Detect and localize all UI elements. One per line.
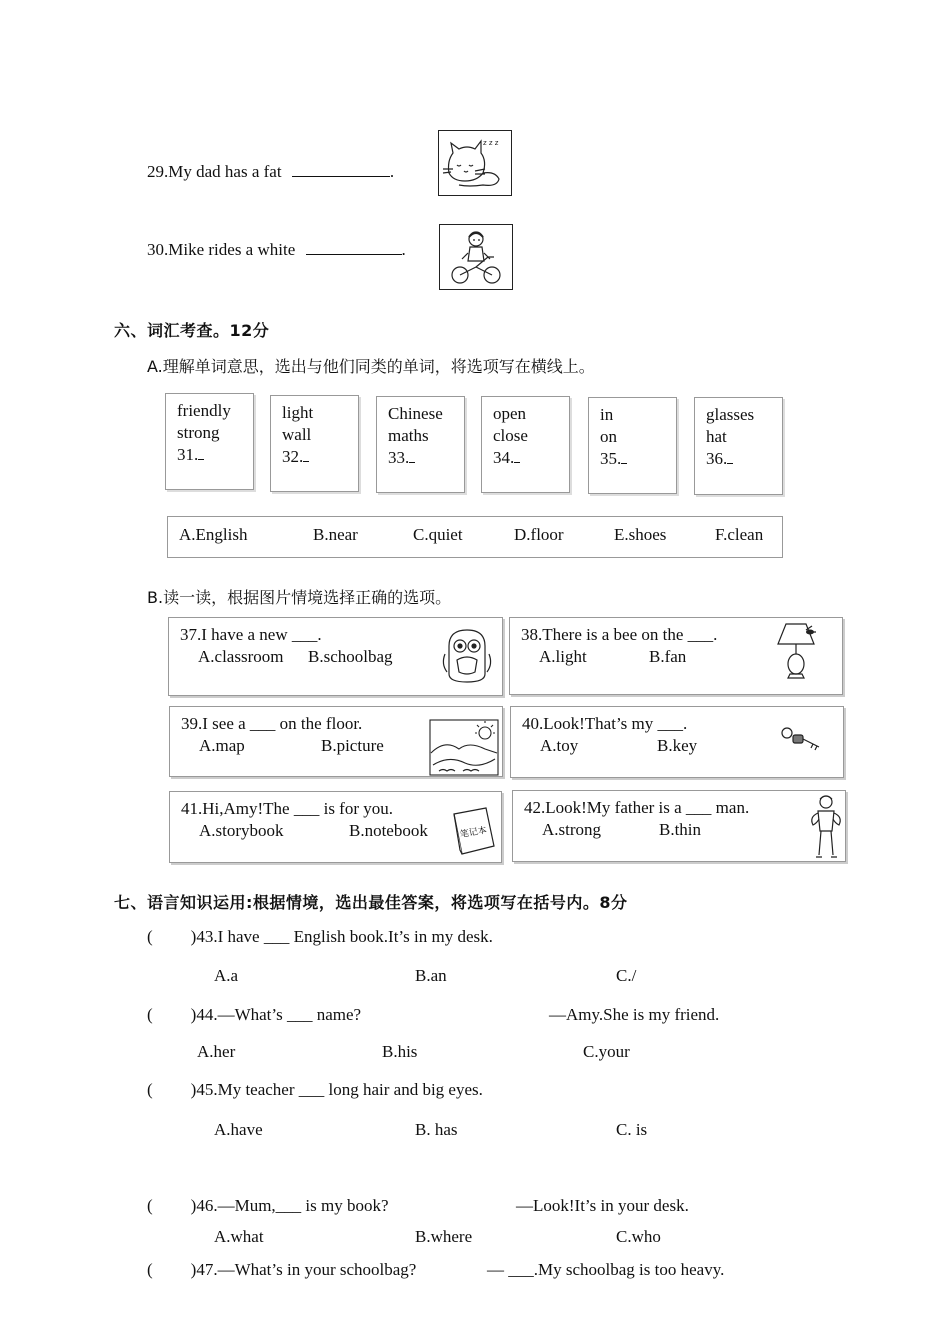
question-card-38: 38.There is a bee on the ___. A.light B.fan [509, 617, 843, 695]
question-card-40: 40.Look!That’s my ___. A.toy B.key [510, 706, 844, 778]
option-d: D.floor [514, 525, 564, 544]
answer-blank[interactable] [621, 462, 627, 464]
choice-b[interactable]: B.notebook [349, 821, 428, 840]
section-7-title: 七、语言知识运用:根据情境，选出最佳答案，将选项写在括号内。8分 [114, 893, 628, 912]
q46-choice-b[interactable]: B.where [415, 1227, 473, 1246]
schoolbag-icon [439, 624, 495, 686]
question-29-text: 29.My dad has a fat [147, 162, 282, 181]
lamp-icon [772, 620, 822, 686]
question-45: ( )45.My teacher ___ long hair and big eyes. [147, 1080, 483, 1099]
q45-choice-a[interactable]: A.have [214, 1120, 263, 1139]
question-card-41: 41.Hi,Amy!The ___ is for you. A.storybook B.notebook 笔记本 [169, 791, 502, 863]
question-card-39: 39.I see a ___ on the floor. A.map B.picture [169, 706, 503, 777]
answer-paren[interactable]: ( [147, 1260, 153, 1279]
q44-choice-c[interactable]: C.your [583, 1042, 630, 1061]
choice-a[interactable]: A.storybook [199, 821, 284, 840]
option-a: A.English [179, 525, 248, 544]
answer-blank[interactable] [306, 253, 402, 255]
choice-b[interactable]: B.thin [659, 820, 702, 839]
word-box-36: glasses hat 36. [694, 397, 783, 495]
q44-choice-b[interactable]: B.his [382, 1042, 418, 1061]
q44-choice-a[interactable]: A.her [197, 1042, 236, 1061]
word-box-31: friendly strong 31. [165, 393, 254, 490]
choice-b[interactable]: B.fan [649, 647, 687, 666]
answer-paren[interactable]: ( [147, 1196, 153, 1215]
answer-blank[interactable] [198, 458, 204, 460]
question-47: ( )47.—What’s in your schoolbag? [147, 1260, 417, 1279]
word-box-33: Chinese maths 33. [376, 396, 465, 493]
answer-paren[interactable]: ( [147, 1080, 153, 1099]
q47-reply: — ___.My schoolbag is too heavy. [487, 1260, 725, 1279]
question-44: ( )44.—What’s ___ name? [147, 1005, 362, 1024]
question-30: 30.Mike rides a white . [147, 240, 406, 259]
q43-choice-a[interactable]: A.a [214, 966, 239, 985]
section-6-title: 六、词汇考查。12分 [114, 321, 270, 340]
word-options-bar [167, 516, 783, 558]
question-30-text: 30.Mike rides a white [147, 240, 296, 259]
key-icon [779, 725, 823, 757]
q46-reply: —Look!It’s in your desk. [516, 1196, 689, 1215]
choice-a[interactable]: A.classroom [198, 647, 284, 666]
question-46: ( )46.—Mum,___ is my book? [147, 1196, 389, 1215]
boy-on-bike-image [439, 224, 513, 290]
picture-icon [429, 719, 499, 776]
word-box-35: in on 35. [588, 397, 677, 494]
part-a-instruction: A.理解单词意思，选出与他们同类的单词，将选项写在横线上。 [147, 357, 595, 376]
word-box-32: light wall 32. [270, 395, 359, 492]
choice-b[interactable]: B.key [657, 736, 698, 755]
option-b: B.near [313, 525, 358, 544]
q45-choice-c[interactable]: C. is [616, 1120, 648, 1139]
choice-a[interactable]: A.strong [542, 820, 602, 839]
choice-b[interactable]: B.picture [321, 736, 384, 755]
choice-a[interactable]: A.toy [540, 736, 579, 755]
option-e: E.shoes [614, 525, 667, 544]
question-card-37: 37.I have a new ___. A.classroom B.schoolbag [168, 617, 503, 696]
question-card-42: 42.Look!My father is a ___ man. A.strong B.thin [512, 790, 846, 862]
answer-blank[interactable] [409, 461, 415, 463]
choice-a[interactable]: A.map [199, 736, 245, 755]
option-f: F.clean [715, 525, 764, 544]
answer-paren[interactable]: ( [147, 1005, 153, 1024]
q46-choice-a[interactable]: A.what [214, 1227, 264, 1246]
question-29: 29.My dad has a fat . [147, 162, 395, 181]
sleeping-cat-image [438, 130, 512, 196]
strong-man-icon [807, 793, 845, 861]
q46-choice-c[interactable]: C.who [616, 1227, 661, 1246]
answer-blank[interactable] [727, 462, 733, 464]
choice-a[interactable]: A.light [539, 647, 587, 666]
q43-choice-c[interactable]: C./ [616, 966, 637, 985]
notebook-icon [450, 806, 496, 856]
svg-text:z z z: z z z [483, 139, 499, 147]
choice-b[interactable]: B.schoolbag [308, 647, 393, 666]
answer-paren[interactable]: ( [147, 927, 153, 946]
notebook-label: 笔记本 [459, 825, 488, 841]
part-b-instruction: B.读一读，根据图片情境选择正确的选项。 [147, 588, 452, 607]
answer-blank[interactable] [514, 461, 520, 463]
answer-blank[interactable] [292, 175, 390, 177]
answer-blank[interactable] [303, 460, 309, 462]
word-box-34: open close 34. [481, 396, 570, 493]
question-43: ( )43.I have ___ English book.It’s in my desk. [147, 927, 493, 946]
option-c: C.quiet [413, 525, 463, 544]
q45-choice-b[interactable]: B. has [415, 1120, 458, 1139]
q44-reply: —Amy.She is my friend. [549, 1005, 720, 1024]
q43-choice-b[interactable]: B.an [415, 966, 447, 985]
